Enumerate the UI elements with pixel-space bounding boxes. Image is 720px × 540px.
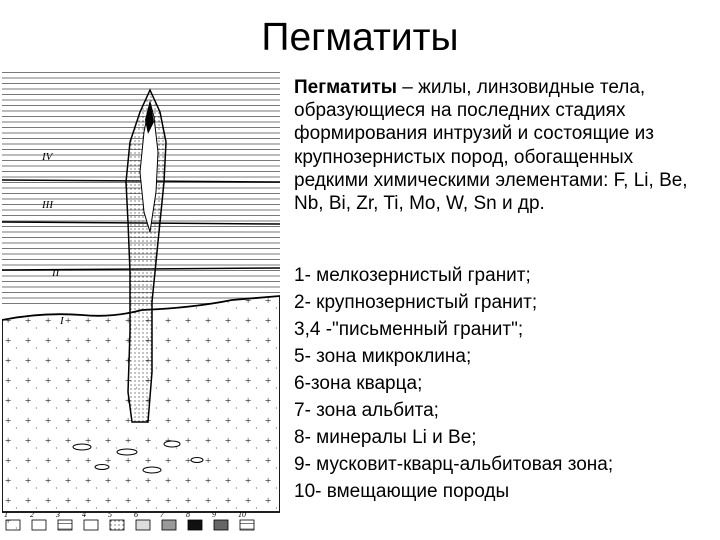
key-number-10: 10 [238, 510, 246, 519]
definition-text: – жилы, линзовидные тела, образующиеся на последних стадиях формирования интрузий и состоящие из крупнозернистых пород, обогащенных редкими химическими элементами: F, Li, Be, Nb, Bi, Zr, Ti, Mo, W, Sn и др. [294, 77, 688, 215]
key-number-8: 8 [186, 510, 190, 519]
symbol-key [4, 510, 254, 530]
legend-item: 10- вмещающие породы [294, 481, 510, 502]
key-number-1: 1 [4, 510, 8, 519]
key-number-3: 3 [56, 510, 60, 519]
legend-item: 7- зона альбита; [294, 400, 439, 421]
key-number-2: 2 [30, 510, 34, 519]
key-number-5: 5 [108, 510, 112, 519]
legend-item: 6-зона кварца; [294, 373, 423, 394]
slide-title: Пегматиты [261, 16, 459, 59]
definition-term: Пегматиты [294, 77, 398, 98]
legend-list [294, 262, 714, 505]
key-number-7: 7 [160, 510, 164, 519]
legend-item: 5- зона микроклина; [294, 346, 472, 367]
pegmatite-cross-section-diagram [2, 72, 280, 538]
key-number-9: 9 [212, 510, 216, 519]
key-number-6: 6 [134, 510, 138, 519]
legend-item: 8- минералы Li и Be; [294, 427, 477, 448]
key-number-4: 4 [82, 510, 86, 519]
definition-paragraph [294, 76, 709, 215]
zone-label-iii: III [42, 199, 53, 211]
key-swatches [6, 520, 254, 530]
legend-item: 1- мелкозернистый гранит; [294, 265, 531, 286]
zone-label-i: I [60, 315, 64, 327]
legend-item: 2- крупнозернистый гранит; [294, 292, 538, 313]
zone-label-iv: IV [42, 151, 53, 163]
zone-label-ii: II [52, 267, 60, 279]
legend-item: 9- мусковит-кварц-альбитовая зона; [294, 454, 614, 475]
legend-item: 3,4 -"письменный гранит"; [294, 319, 524, 340]
